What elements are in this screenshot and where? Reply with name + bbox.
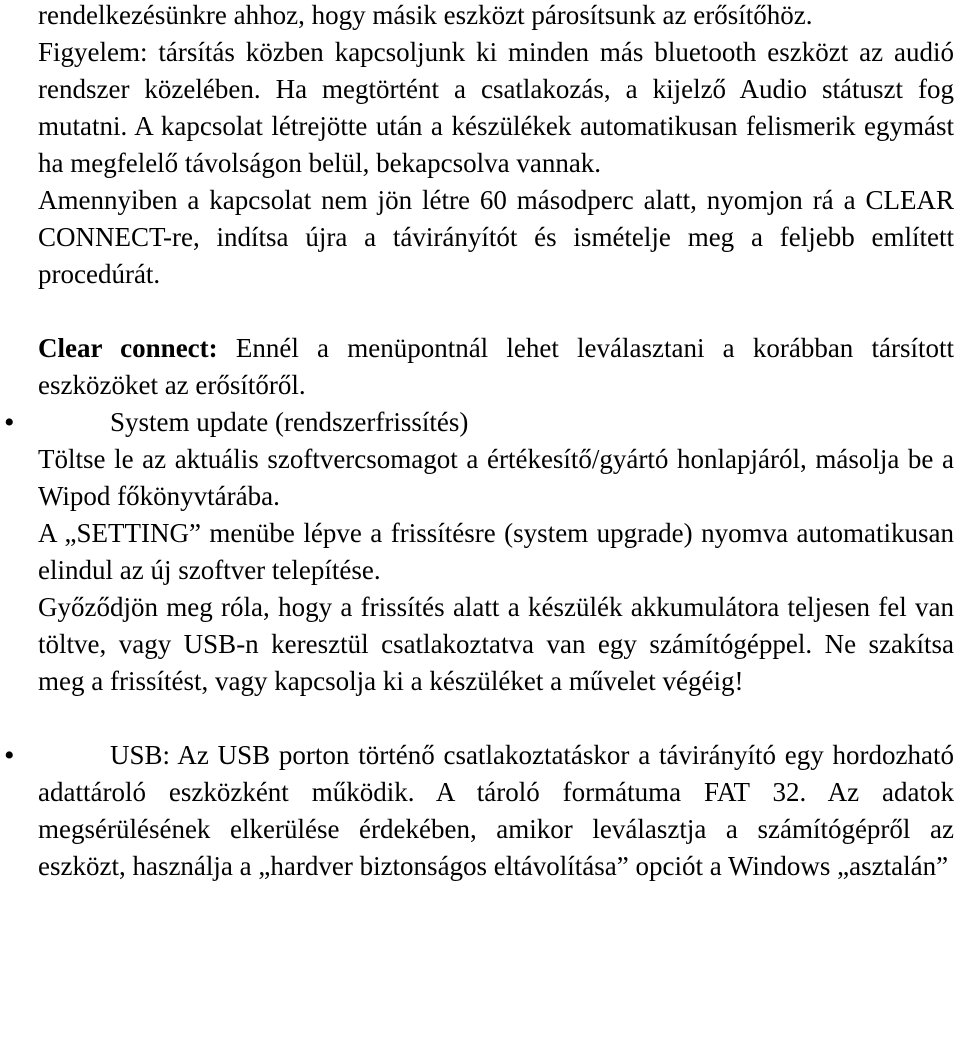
paragraph-system-update-download: Töltse le az aktuális szoftvercsomagot a értékesítő/gyártó honlapjáról, másolja be a Wipod főkönyvtárába.: [38, 444, 954, 511]
paragraph-pairing-intro: rendelkezésünkre ahhoz, hogy másik eszközt párosítsunk az erősítőhöz.: [38, 0, 813, 30]
document-page: [4, 0, 954, 885]
bullet-icon: •: [4, 406, 15, 439]
paragraph-system-update-warning: Győződjön meg róla, hogy a frissítés alatt a készülék akkumulátora teljesen fel van töltve, vagy USB-n keresztül csatlakoztatva van egy számítógéppel. Ne szakítsa meg a frissítést, vagy kapcsolja ki a készüléket a művelet végéig!: [38, 592, 954, 696]
usb-text: USB: Az USB porton történő csatlakoztatáskor a távirányító egy hordozható adattároló eszközként működik. A tároló formátuma FAT 32. Az adatok megsérülésének elkerülése érdekében, amikor leválasztja a számítógépről az eszközt, használja a „hardver biztonságos eltávolítása” opciót a Windows „asztalán”: [38, 740, 954, 881]
system-update-heading: System update (rendszerfrissítés): [110, 407, 469, 437]
clear-connect-description: Ennél a menüpontnál lehet leválasztani a korábban társított eszközöket az erősítőről.: [38, 333, 954, 400]
system-update-heading-line: [4, 404, 954, 441]
paragraph-pairing-warning: Figyelem: társítás közben kapcsoljunk ki minden más bluetooth eszközt az audió rendszer közelében. Ha megtörtént a csatlakozás, a kijelző Audio státuszt fog mutatni. A kapcsolat létrejötte után a készülékek automatikusan felismerik egymást ha megfelelő távolságon belül, bekapcsolva vannak.: [38, 37, 954, 178]
clear-connect-term: Clear connect:: [38, 333, 218, 363]
paragraph-spacer: [38, 293, 954, 330]
paragraph-system-update-setting: A „SETTING” menübe lépve a frissítésre (system upgrade) nyomva automatikusan elindul az új szoftver telepítése.: [38, 518, 954, 585]
bullet-icon: •: [4, 739, 15, 772]
paragraph-spacer: [38, 700, 954, 737]
paragraph-clear-connect: [38, 330, 954, 404]
paragraph-connection-retry: Amennyiben a kapcsolat nem jön létre 60 másodperc alatt, nyomjon rá a CLEAR CONNECT-re, indítsa újra a távirányítót és ismételje meg a feljebb említett procedúrát.: [38, 185, 954, 289]
paragraph-usb: [4, 737, 954, 885]
